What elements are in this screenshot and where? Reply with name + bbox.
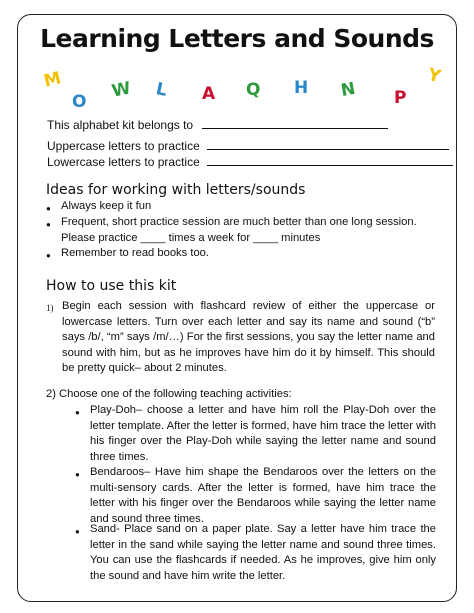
decorative-letter: P <box>394 88 407 108</box>
activity-item: Play-Doh– choose a letter and have him roll the Play-Doh over the letter template. After the letter is formed, have him trace the letter with his finger over the Play-Doh while saying the letter name and sound three times. <box>90 404 436 463</box>
ideas-bullet: Remember to read books too. <box>61 247 209 259</box>
decorative-letter: N <box>339 78 357 102</box>
uppercase-line <box>47 138 449 153</box>
ideas-bullet: Frequent, short practice session are much better than one long session. <box>61 216 417 228</box>
activity-item: Bendaroos– Have him shape the Bendaroos over the letters on the multi-sensory cards. After the letter is formed, have him trace the letter with his finger over the Bendaroos while saying the letter name and sound three times. <box>90 466 436 525</box>
bullet-icon: ● <box>75 527 80 536</box>
decorative-letter: Q <box>246 80 261 100</box>
decorative-letter: W <box>110 78 133 102</box>
decorative-letter: O <box>72 92 87 112</box>
howto-heading: How to use this kit <box>46 278 177 294</box>
owner-name-blank[interactable] <box>202 117 388 129</box>
lowercase-label: Lowercase letters to practice <box>47 155 200 169</box>
ideas-bullet: Please practice ____ times a week for ____ minutes <box>61 232 321 244</box>
decorative-letter: M <box>41 68 64 92</box>
ideas-heading: Ideas for working with letters/sounds <box>46 182 306 198</box>
belongs-to-label: This alphabet kit belongs to <box>47 118 194 132</box>
decorative-letter: H <box>294 78 309 98</box>
belongs-to-line <box>47 117 388 132</box>
uppercase-blank[interactable] <box>207 138 449 150</box>
decorative-letter: A <box>202 84 216 104</box>
bullet-icon: ● <box>46 251 51 260</box>
bullet-icon: ● <box>46 220 51 229</box>
decorative-letter: L <box>154 79 169 101</box>
step-one-text: Begin each session with flashcard review of either the uppercase or lowercase letters. Turn over each letter and say its name and sound (“b” says /b/, “m” says /m/…) For the first sessions, you say the letter name and sound with him, but as he improves have him do it by himself. This should be pretty quick– about 2 minutes. <box>62 300 435 375</box>
step-two-text: 2) Choose one of the following teaching activities: <box>46 388 292 400</box>
ideas-bullet: Always keep it fun <box>61 200 152 212</box>
page-title: Learning Letters and Sounds <box>40 24 434 53</box>
step-number: 1) <box>46 303 54 313</box>
bullet-icon: ● <box>75 470 80 479</box>
decorative-letter: Y <box>425 64 443 88</box>
lowercase-line <box>47 154 453 169</box>
uppercase-label: Uppercase letters to practice <box>47 139 200 153</box>
lowercase-blank[interactable] <box>207 154 453 166</box>
bullet-icon: ● <box>75 408 80 417</box>
bullet-icon: ● <box>46 204 51 213</box>
activity-item: Sand- Place sand on a paper plate. Say a letter have him trace the letter in the sand while saying the letter name and sound three times. You can use the flashcards if needed. As he improves, give him only the sound and have him write the letter. <box>90 523 436 582</box>
